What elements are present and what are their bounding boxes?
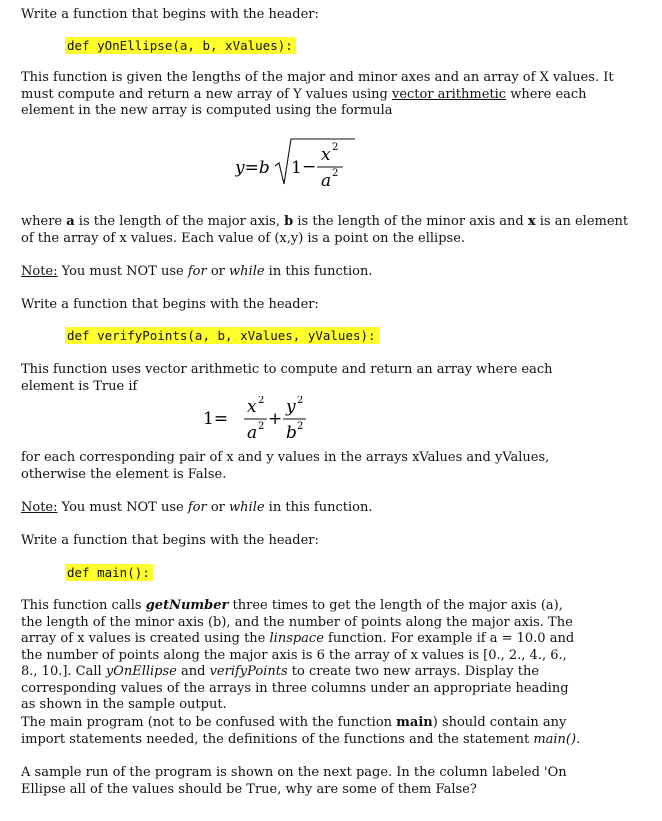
formula-num-x: x <box>321 145 331 165</box>
section2-intro: Write a function that begins with the header: <box>21 297 319 312</box>
yOnEllipse-header-code: def yOnEllipse(a, b, xValues): <box>65 37 296 54</box>
main-header-code: def main(): <box>65 564 153 581</box>
formula2-num-x-exp: 2 <box>258 396 265 406</box>
formula-one: 1 <box>291 158 302 178</box>
formula-num-exp: 2 <box>332 142 339 153</box>
formula2-den-b-exp: 2 <box>297 421 304 432</box>
section3-main-program: The main program (not to be confused with the function main) should contain any import statements needed, the definitions of the functions and the statement main(). <box>21 715 581 747</box>
vector-arithmetic-link-text: vector arithmetic <box>391 86 507 102</box>
section1-intro: Write a function that begins with the header: <box>21 7 319 22</box>
section1-where: where a is the length of the major axis, b is the length of the minor axis and x is an element of the array of x values. Each value of (x,y) is a point on the ellipse. <box>21 214 629 246</box>
section1-description: This function is given the lengths of the major and minor axes and an array of X values. It must compute and return a new array of Y values using vector arithmetic where each element in the new array is computed using the formula <box>21 70 614 118</box>
section3-main-description: This function calls getNumber three times to get the length of the major axis (a), the length of the minor axis (b), and the number of points along the major axis. The array of x values is created using the linspace function. For example if a = 10.0 and the number of points along the major axis is 6 the array of x values is [0., 2., 4., 6., 8., 10.]. Call yOnEllipse and verifyPoints to create two new arrays. Display the corresponding values of the arrays in three columns under an appropriate heading as shown in the sample output. <box>21 598 575 712</box>
formula-minus: − <box>302 157 317 177</box>
formula2-den-b: b <box>286 423 297 443</box>
formula2-den-a: a <box>247 423 258 443</box>
formula2-num-y: y <box>286 397 296 417</box>
section2-note: Note: You must NOT use for or while in this function. <box>21 500 373 515</box>
verifyPoints-header-code: def verifyPoints(a, b, xValues, yValues): <box>65 327 379 344</box>
formula-den-exp: 2 <box>332 168 339 179</box>
yOnEllipse-header-line <box>65 38 296 54</box>
verify-formula <box>203 396 313 448</box>
formula-lhs: y=b <box>235 158 270 178</box>
formula-den-a: a <box>321 171 332 191</box>
section2-description: This function uses vector arithmetic to compute and return an array where each element is True if <box>21 362 553 394</box>
ellipse-y-formula <box>235 136 365 194</box>
formula2-lhs: 1= <box>203 409 229 429</box>
section3-intro: Write a function that begins with the header: <box>21 533 319 548</box>
verifyPoints-header-line <box>65 328 379 344</box>
section2-after: for each corresponding pair of x and y values in the arrays xValues and yValues, otherwise the element is False. <box>21 450 550 482</box>
main-header-line <box>65 565 153 581</box>
formula2-den-a-exp: 2 <box>258 421 265 432</box>
section3-sample-run: A sample run of the program is shown on the next page. In the column labeled 'On Ellipse all of the values should be True, why are some of them False? <box>21 765 567 797</box>
formula2-num-y-exp: 2 <box>297 396 304 406</box>
section1-note: Note: You must NOT use for or while in this function. <box>21 264 373 279</box>
formula2-plus: + <box>268 409 283 429</box>
formula2-num-x: x <box>247 397 257 417</box>
